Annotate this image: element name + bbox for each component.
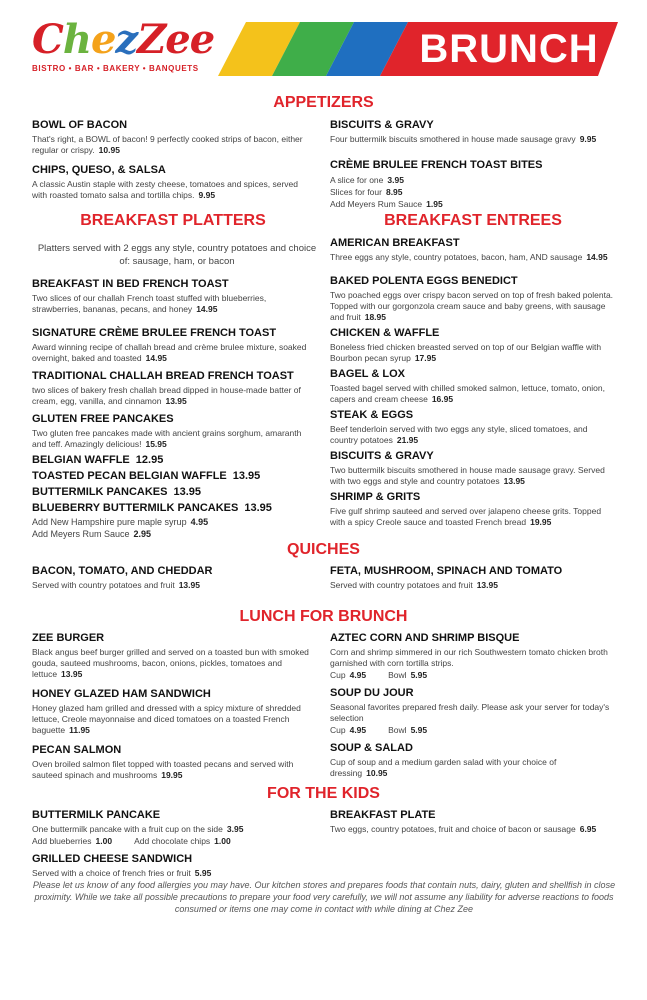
item-description: Toasted bagel served with chilled smoked salmon, lettuce, tomato, onion, capers and cream cheese 16.95 — [330, 383, 605, 404]
item-option: Add Meyers Rum Sauce 1.95 — [330, 199, 443, 209]
menu-item — [330, 687, 616, 736]
item-name: TRADITIONAL CHALLAH BREAD FRENCH TOAST — [32, 370, 294, 382]
kids-right — [330, 809, 616, 843]
item-name: SOUP & SALAD — [330, 742, 413, 754]
item-description: Four buttermilk biscuits smothered in house made sausage gravy 9.95 — [330, 134, 597, 144]
item-name: BAKED POLENTA EGGS BENEDICT — [330, 275, 518, 287]
item-price: 9.95 — [198, 190, 216, 200]
item-name: CHICKEN & WAFFLE — [330, 327, 440, 339]
entrees-column — [330, 237, 616, 536]
item-name: STEAK & EGGS — [330, 409, 414, 421]
item-name: BACON, TOMATO, AND CHEDDAR — [32, 565, 213, 577]
item-description: Two poached eggs over crispy bacon served on top of fresh baked polenta. Topped with our gorgonzola cream sauce and baby greens, with sausage and fruit 18.95 — [330, 290, 614, 322]
menu-item — [32, 413, 316, 450]
item-price: 13.95 — [61, 669, 83, 679]
item-name: GLUTEN FREE PANCAKES — [32, 413, 174, 425]
menu-item — [32, 327, 316, 364]
item-price: 13.95 — [178, 580, 200, 590]
item-price: 13.95 — [476, 580, 498, 590]
menu-item — [32, 370, 316, 407]
item-price: 16.95 — [431, 394, 454, 404]
lunch-right — [330, 632, 616, 787]
item-name: BAGEL & LOX — [330, 368, 405, 380]
item-price: 13.95 — [503, 476, 525, 486]
item-description: Seasonal favorites prepared fresh daily. Please ask your server for today's selection — [330, 702, 610, 723]
item-name: BISCUITS & GRAVY — [330, 450, 434, 462]
item-name: SHRIMP & GRITS — [330, 491, 421, 503]
item-price: 17.95 — [414, 353, 437, 363]
item-description: Oven broiled salmon filet topped with toasted pecans and served with sauteed spinach and mushrooms 19.95 — [32, 759, 294, 780]
item-name: AZTEC CORN AND SHRIMP BISQUE — [330, 632, 520, 644]
quiche-right — [330, 565, 616, 591]
menu-item — [32, 688, 316, 736]
menu-header — [0, 0, 647, 88]
item-option: Slices for four 8.95 — [330, 187, 403, 197]
item-description: Boneless fried chicken breasted served on top of our Belgian waffle with Bourbon pecan syrup 17.95 — [330, 342, 602, 363]
item-price: 14.95 — [196, 304, 218, 314]
quiche-left — [32, 565, 314, 591]
menu-item — [32, 853, 316, 879]
item-name: BREAKFAST PLATE — [330, 809, 436, 821]
breakfast-platters-heading: BREAKFAST PLATTERS — [80, 212, 266, 229]
menu-item — [32, 809, 316, 847]
item-price: 14.95 — [586, 252, 608, 262]
item-price: 11.95 — [69, 725, 90, 735]
addon-line: Add blueberries 1.00 Add chocolate chips 1.00 — [32, 836, 231, 846]
item-name: BUTTERMILK PANCAKE — [32, 809, 161, 821]
cup-bowl-prices: Cup 4.95 Bowl 5.95 — [330, 725, 428, 735]
platters-note: Platters served with 2 eggs any style, country potatoes and choice of: sausage, ham, or bacon — [37, 243, 317, 267]
appetizers-left — [32, 119, 314, 209]
item-description: Served with country potatoes and fruit 13.95 — [330, 580, 498, 590]
item-name: SIGNATURE CRÈME BRULEE FRENCH TOAST — [32, 327, 277, 339]
menu-item — [330, 491, 616, 528]
item-name: AMERICAN BREAKFAST — [330, 237, 460, 249]
allergy-disclaimer: Please let us know of any food allergies you may have. Our kitchen stores and prepares foods that contain nuts, dairy, gluten and shellfish in close proximity. While we take all possible precautions to prepare your food very carefully, we will not assume any liability for adverse reactions to foods consumed or items one may come in contact with while dining at Chez Zee — [32, 880, 616, 914]
item-description: Two gluten free pancakes made with ancient grains sorghum, amaranth and teff. Amazingly delicious! 15.95 — [32, 428, 302, 449]
logo-tagline: BISTRO • BAR • BAKERY • BANQUETS — [32, 64, 199, 73]
item-name: PECAN SALMON — [32, 744, 122, 756]
chez-zee-logo — [32, 16, 215, 78]
item-price: 10.95 — [98, 145, 120, 155]
menu-item-inline: BUTTERMILK PANCAKES 13.95 — [32, 486, 201, 498]
logo-wordmark: ChezZee — [32, 16, 215, 63]
item-description: Honey glazed ham grilled and dressed with a spicy mixture of shredded lettuce, Creole mayonnaise and diced tomatoes on a toasted French baguette 11.95 — [32, 703, 301, 735]
item-name: GRILLED CHEESE SANDWICH — [32, 853, 193, 865]
item-description: Beef tenderloin served with two eggs any style, sliced tomatoes, and country potatoes 21.95 — [330, 424, 588, 445]
menu-item — [330, 809, 616, 835]
item-description: That's right, a BOWL of bacon! 9 perfectly cooked strips of bacon, either regular or crispy. 10.95 — [32, 134, 303, 155]
item-description: Black angus beef burger grilled and served on a toasted bun with smoked gouda, sauteed mushrooms, bacon, onions, pickles, tomatoes and lettuce 13.95 — [32, 647, 309, 679]
item-name: FETA, MUSHROOM, SPINACH AND TOMATO — [330, 565, 563, 577]
menu-item — [330, 159, 616, 210]
item-price: 19.95 — [530, 517, 552, 527]
breakfast-entrees-heading: BREAKFAST ENTREES — [384, 212, 562, 229]
item-price: 15.95 — [145, 439, 167, 449]
item-price: 10.95 — [366, 768, 388, 778]
menu-item — [32, 278, 316, 315]
appetizers-heading: APPETIZERS — [273, 94, 374, 111]
appetizers-right — [330, 119, 616, 218]
menu-item-inline: TOASTED PECAN BELGIAN WAFFLE 13.95 — [32, 470, 261, 482]
item-name: CHIPS, QUESO, & SALSA — [32, 164, 166, 176]
menu-item — [32, 632, 316, 680]
item-price: 6.95 — [579, 824, 597, 834]
item-description: Cup of soup and a medium garden salad with your choice of dressing 10.95 — [330, 757, 557, 778]
menu-item — [32, 119, 314, 156]
addon-line: Add New Hampshire pure maple syrup 4.95 — [32, 517, 209, 527]
item-description: One buttermilk pancake with a fruit cup on the side 3.95 — [32, 824, 244, 834]
item-description: Award winning recipe of challah bread and crème brulee mixture, soaked overnight, baked and toasted 14.95 — [32, 342, 307, 363]
quiches-heading: QUICHES — [287, 541, 360, 558]
item-name: BOWL OF BACON — [32, 119, 128, 131]
lunch-for-brunch-heading: LUNCH FOR BRUNCH — [239, 608, 408, 625]
menu-item — [330, 409, 616, 446]
menu-item — [330, 368, 616, 405]
item-description: Corn and shrimp simmered in our rich Southwestern tomato chicken broth garnished with corn tortilla strips. — [330, 647, 608, 668]
item-name: CRÈME BRULEE FRENCH TOAST BITES — [330, 159, 543, 171]
item-description: Two slices of our challah French toast stuffed with blueberries, strawberries, bananas, pecans, and honey 14.95 — [32, 293, 267, 314]
menu-item — [330, 632, 616, 681]
item-price: 5.95 — [194, 868, 212, 878]
item-description: two slices of bakery fresh challah bread dipped in house-made batter of cream, egg, vanilla, and cinnamon 13.95 — [32, 385, 301, 406]
menu-item — [330, 327, 616, 364]
menu-item — [330, 119, 616, 145]
item-price: 18.95 — [364, 312, 386, 322]
item-price: 3.95 — [226, 824, 244, 834]
menu-item-inline: BELGIAN WAFFLE 12.95 — [32, 454, 164, 466]
item-name: ZEE BURGER — [32, 632, 105, 644]
menu-item — [330, 450, 616, 487]
item-name: HONEY GLAZED HAM SANDWICH — [32, 688, 211, 700]
item-price: 21.95 — [396, 435, 419, 445]
item-name: BREAKFAST IN BED FRENCH TOAST — [32, 278, 229, 290]
kids-left — [32, 809, 316, 887]
cup-bowl-prices: Cup 4.95 Bowl 5.95 — [330, 670, 428, 680]
addon-line: Add Meyers Rum Sauce 2.95 — [32, 529, 152, 539]
item-name: SOUP DU JOUR — [330, 687, 414, 699]
menu-item — [330, 742, 616, 779]
item-description: Three eggs any style, country potatoes, bacon, ham, AND sausage 14.95 — [330, 252, 608, 262]
item-option: A slice for one 3.95 — [330, 175, 404, 185]
menu-item-inline: BLUEBERRY BUTTERMILK PANCAKES 13.95 — [32, 502, 272, 514]
menu-item — [330, 237, 616, 263]
lunch-left — [32, 632, 316, 789]
item-price: 9.95 — [579, 134, 597, 144]
item-price: 19.95 — [161, 770, 183, 780]
menu-item — [32, 744, 316, 781]
item-description: Served with a choice of french fries or fruit 5.95 — [32, 868, 212, 878]
item-description: Two buttermilk biscuits smothered in house made sausage gravy. Served with two eggs and style and country potatoes 13.95 — [330, 465, 605, 486]
item-description: Served with country potatoes and fruit 13.95 — [32, 580, 200, 590]
platters-column — [32, 278, 316, 540]
item-name: BISCUITS & GRAVY — [330, 119, 434, 131]
item-description: Two eggs, country potatoes, fruit and choice of bacon or sausage 6.95 — [330, 824, 597, 834]
menu-item — [32, 164, 314, 201]
page-title: BRUNCH — [419, 27, 599, 71]
item-price: 13.95 — [165, 396, 187, 406]
item-description: Five gulf shrimp sauteed and served over jalapeno cheese grits. Topped with a spicy Creole sauce and toasted French bread 19.95 — [330, 506, 602, 527]
for-the-kids-heading: FOR THE KIDS — [267, 785, 380, 802]
menu-item — [330, 275, 616, 323]
item-price: 14.95 — [145, 353, 167, 363]
item-description: A classic Austin staple with zesty cheese, tomatoes and spices, served with roasted tomato salsa and tortilla chips. 9.95 — [32, 179, 298, 200]
